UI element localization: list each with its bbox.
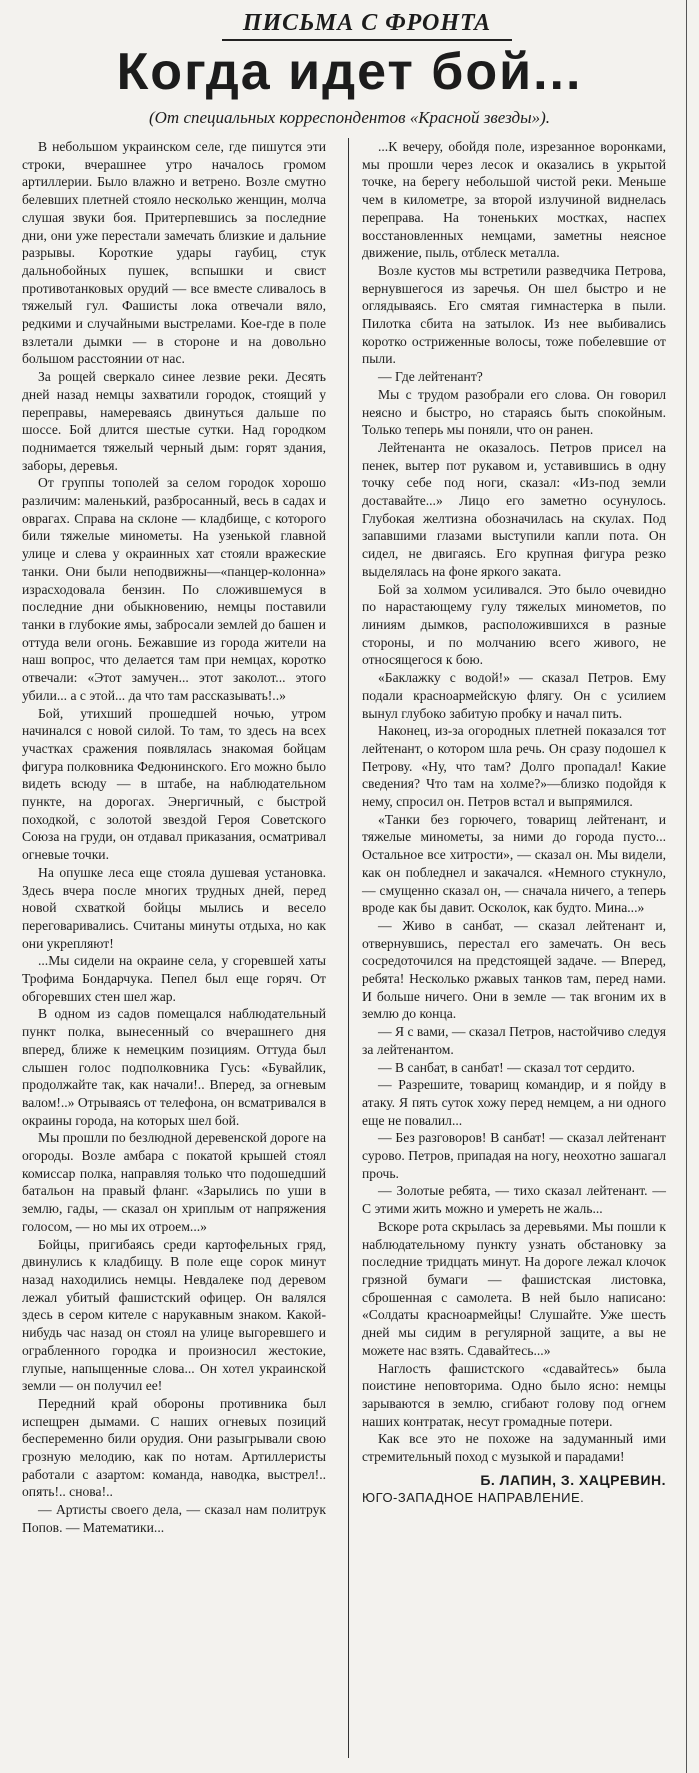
paragraph: Наконец, из-за огородных плетней показался тот лейтенант, о котором шла речь. Он сразу подошел к Петрову. «Ну, что там? Долго пропадал! Какие сведения? Что там на холме?»—близко подойдя к нему, спросил он. Петров встал и выпрямился. xyxy=(362,723,666,810)
left-column xyxy=(22,138,326,1537)
paragraph: — Золотые ребята, — тихо сказал лейтенант. — С этими жить можно и умереть не жаль... xyxy=(362,1183,666,1217)
paragraph: — Разрешите, товарищ командир, и я пойду в атаку. Я пять суток хожу перед немцем, а ни одного еще не повалил... xyxy=(362,1077,666,1128)
author-signature: Б. ЛАПИН, З. ХАЦРЕВИН. xyxy=(480,1471,666,1488)
paragraph: Бой за холмом усиливался. Это было очевидно по нарастающему гулу тяжелых минометов, по линиям дымков, расположившихся в разные стороны, и по молчанию всего живого, не относящегося к бою. xyxy=(362,581,666,668)
paragraph: Мы с трудом разобрали его слова. Он говорил неясно и быстро, но стараясь быть спокойным. Только теперь мы поняли, что он ранен. xyxy=(362,386,666,438)
section-rubric: ПИСЬМА С ФРОНТА xyxy=(222,10,512,41)
paragraph: В одном из садов помещался наблюдательный пункт полка, вынесенный со вчерашнего дня вперед, ближе к немецким позициям. Оттуда был слышен голос подполковника Гусь: «Бувайлик, продолжайте так, как начали!.. Вперед, за огневым валом!..» Отрываясь от телефона, он всматривался в окраины города, на которых шел бой. xyxy=(22,1006,326,1128)
front-direction: ЮГО-ЗАПАДНОЕ НАПРАВЛЕНИЕ. xyxy=(362,1490,585,1506)
paragraph: — Я с вами, — сказал Петров, настойчиво следуя за лейтенантом. xyxy=(362,1024,666,1057)
paragraph: От группы тополей за селом городок хорошо различим: маленький, разбросанный, весь в садах и оврагах. Справа на склоне — кладбище, с которого били тяжелые минометы. На узенькой главной улице и слева у окраинных хат стояли вражеские танки. Они были неподвижны—«панцер-колонна» израсходовала бензин. По сложившемуся в последние дни обыкновению, немцы поставили танки в глубокие ямы, забросали землей до башен и оттуда вели огонь. Бежавшие из города жители на наш вопрос, что делается там при немцах, коротко отвечали: «Этот замучен... этот заколот... этого убили... а с этой... да что там рассказывать!..» xyxy=(22,475,326,703)
paragraph: — Без разговоров! В санбат! — сказал лейтенант сурово. Петров, припадая на ногу, неохотно зашагал прочь. xyxy=(362,1130,666,1181)
paragraph: Вскоре рота скрылась за деревьями. Мы пошли к наблюдательному пункту узнать обстановку за последние тридцать минут. На дороге лежал клочок грязной бумаги — фашистская листовка, сброшенная с самолета. В ней было написано: «Солдаты красноармейцы! Слушайте. Уже шесть дней мы сидим в регулярной защите, а вы не можете нас взять. Сдавайтесь...» xyxy=(362,1218,666,1358)
page-edge-rule xyxy=(686,0,687,1773)
paragraph: — В санбат, в санбат! — сказал тот сердито. xyxy=(378,1059,635,1075)
paragraph: «Танки без горючего, товарищ лейтенант, и тяжелые минометы, за ними до города пусто... Остальное все хитрости», — сказал он. Мы видели, как он побледнел и закачался. «Немного стукнуло, — смущенно сказал он, — сначала ничего, а теперь вроде как бы давит. Осколок, как будто. Мина...» xyxy=(362,811,666,916)
paragraph: Бой, утихший прошедшей ночью, утром начинался с новой силой. То там, то здесь на всех участках сражения появлялась знакомая бойцам фигура полковника Федюнинского. Его можно было видеть всюду — в штабе, на наблюдательном пункте, на дорогах. Энергичный, с быстрой походкой, с золотой звездой Героя Советского Союза на груди, он отдавал приказания, осматривал огневые точки. xyxy=(22,705,326,863)
article-byline: (От специальных корреспондентов «Красной звезды»). xyxy=(148,108,551,127)
paragraph: «Баклажку с водой!» — сказал Петров. Ему подали красноармейскую флягу. Он с усилием вынул глубоко забитую пробку и начал пить. xyxy=(362,670,666,721)
paragraph: Бойцы, пригибаясь среди картофельных гряд, двинулись к кладбищу. В поле еще сорок минут назад находились немцы. Невдалеке под деревом лежал убитый фашистский офицер. Он валялся здесь в сером кителе с нарукавным знаком. Какой-нибудь час назад он стоял на улице выгоревшего и ограбленного городка и произносил жестокие, глупые, напыщенные слова... Он хотел украинской земли — он получил ее! xyxy=(22,1236,326,1394)
paragraph: В небольшом украинском селе, где пишутся эти строки, вчерашнее утро началось громом артиллерии. Было влажно и ветрено. Возле смутно белевших плетней стояло несколько женщин, молча слушая звуки боя. Притерпевшись за последние дни, они уже перестали замечать близкие и дальние разрывы. Короткие удары гаубиц, стук дальнобойных пушек, вспышки и свист противотанковых орудий — все вместе сливалось в тяжелый гул. Фашисты лока отвечали вяло, редкими и случайными выстрелами. Кое-где в поле взлетали дымки — в стороне и на довольно большом расстоянии от нас. xyxy=(22,139,326,367)
right-column xyxy=(362,138,666,1507)
paragraph: — Артисты своего дела, — сказал нам политрук Попов. — Математики... xyxy=(22,1502,326,1535)
paragraph: За рощей сверкало синее лезвие реки. Десять дней назад немцы захватили городок, стоящий у переправы, намереваясь двинуться дальше по шоссе. Бой длится шестые сутки. Над городком поднимается тяжелый черный дым: горят здания, заборы, деревья. xyxy=(22,369,326,473)
paragraph: — Живо в санбат, — сказал лейтенант и, отвернувшись, перестал его замечать. Он весь сосредоточился на предстоящей задаче. — Вперед, ребята! Несколько ржавых танков там, перед нами. И больше ничего. Они в земле — так вгоним их в землю до конца. xyxy=(362,917,666,1022)
paragraph: Передний край обороны противника был испещрен дымами. С наших огневых позиций беспеременно били орудия. Они разыгрывали свою грозную мелодию, как по нотам. Артиллеристы работали с азартом: команда, наводка, выстрел!.. опять!.. снова!.. xyxy=(22,1395,326,1500)
paragraph: Возле кустов мы встретили разведчика Петрова, вернувшегося из заречья. Он шел быстро и не оглядываясь. Его смятая гимнастерка в пыли. Пилотка сбита на затылок. Из нее выбивались коротко остриженные волосы, тоже побелевшие от пыли. xyxy=(362,262,666,367)
paragraph: ...Мы сидели на окраине села, у сгоревшей хаты Трофима Бондарчука. Пепел был еще горяч. От обгоревших стен шел жар. xyxy=(22,953,326,1004)
article-headline: Когда идет бой... xyxy=(116,43,583,101)
column-divider xyxy=(348,138,349,1758)
paragraph: Как все это не похоже на задуманный ими стремительный поход с музыкой и парадами! xyxy=(362,1431,666,1465)
paragraph: На опушке леса еще стояла душевая установка. Здесь вчера после многих трудных дней, перед новой схваткой бойцы мылись и весело переговаривались. Считаны минуты отдыха, но как они укрепляют! xyxy=(22,864,326,951)
paragraph: Лейтенанта не оказалось. Петров присел на пенек, вытер пот рукавом и, уставившись в одну точку себе под ноги, сказал: «Из-под земли доставайте...» Лицо его заметно осунулось. Глубокая желтизна обозначилась на скулах. Под запавшими глазами выступили капли пота. Он сидел, не двигаясь. Его крупная фигура резко выделялась на фоне яркого заката. xyxy=(362,439,666,579)
paragraph: Мы прошли по безлюдной деревенской дороге на огороды. Возле амбара с покатой крышей стоял комиссар полка, направляя только что подошедший батальон на правый фланг. «Зарылись по уши в землю, гады, — сказал он хриплым от напряжения голосом, — но мы их отроем...» xyxy=(22,1130,326,1234)
paragraph: — Где лейтенант? xyxy=(378,369,483,385)
paragraph: ...К вечеру, обойдя поле, изрезанное воронками, мы прошли через лесок и оказались в укрытой точке, на берегу небольшой чистой реки. Меньше чем в километре, за второй излучиной виднелась переправа. На тоненьких мостках, наспех восстановленных немцами, заметны неясное движение, пыль, отблеск металла. xyxy=(362,139,666,261)
paragraph: Наглость фашистского «сдавайтесь» была поистине неповторима. Одно было ясно: немцы зарываются в землю, сгибают голову под огнем наших контратак, несут громадные потери. xyxy=(362,1360,666,1429)
